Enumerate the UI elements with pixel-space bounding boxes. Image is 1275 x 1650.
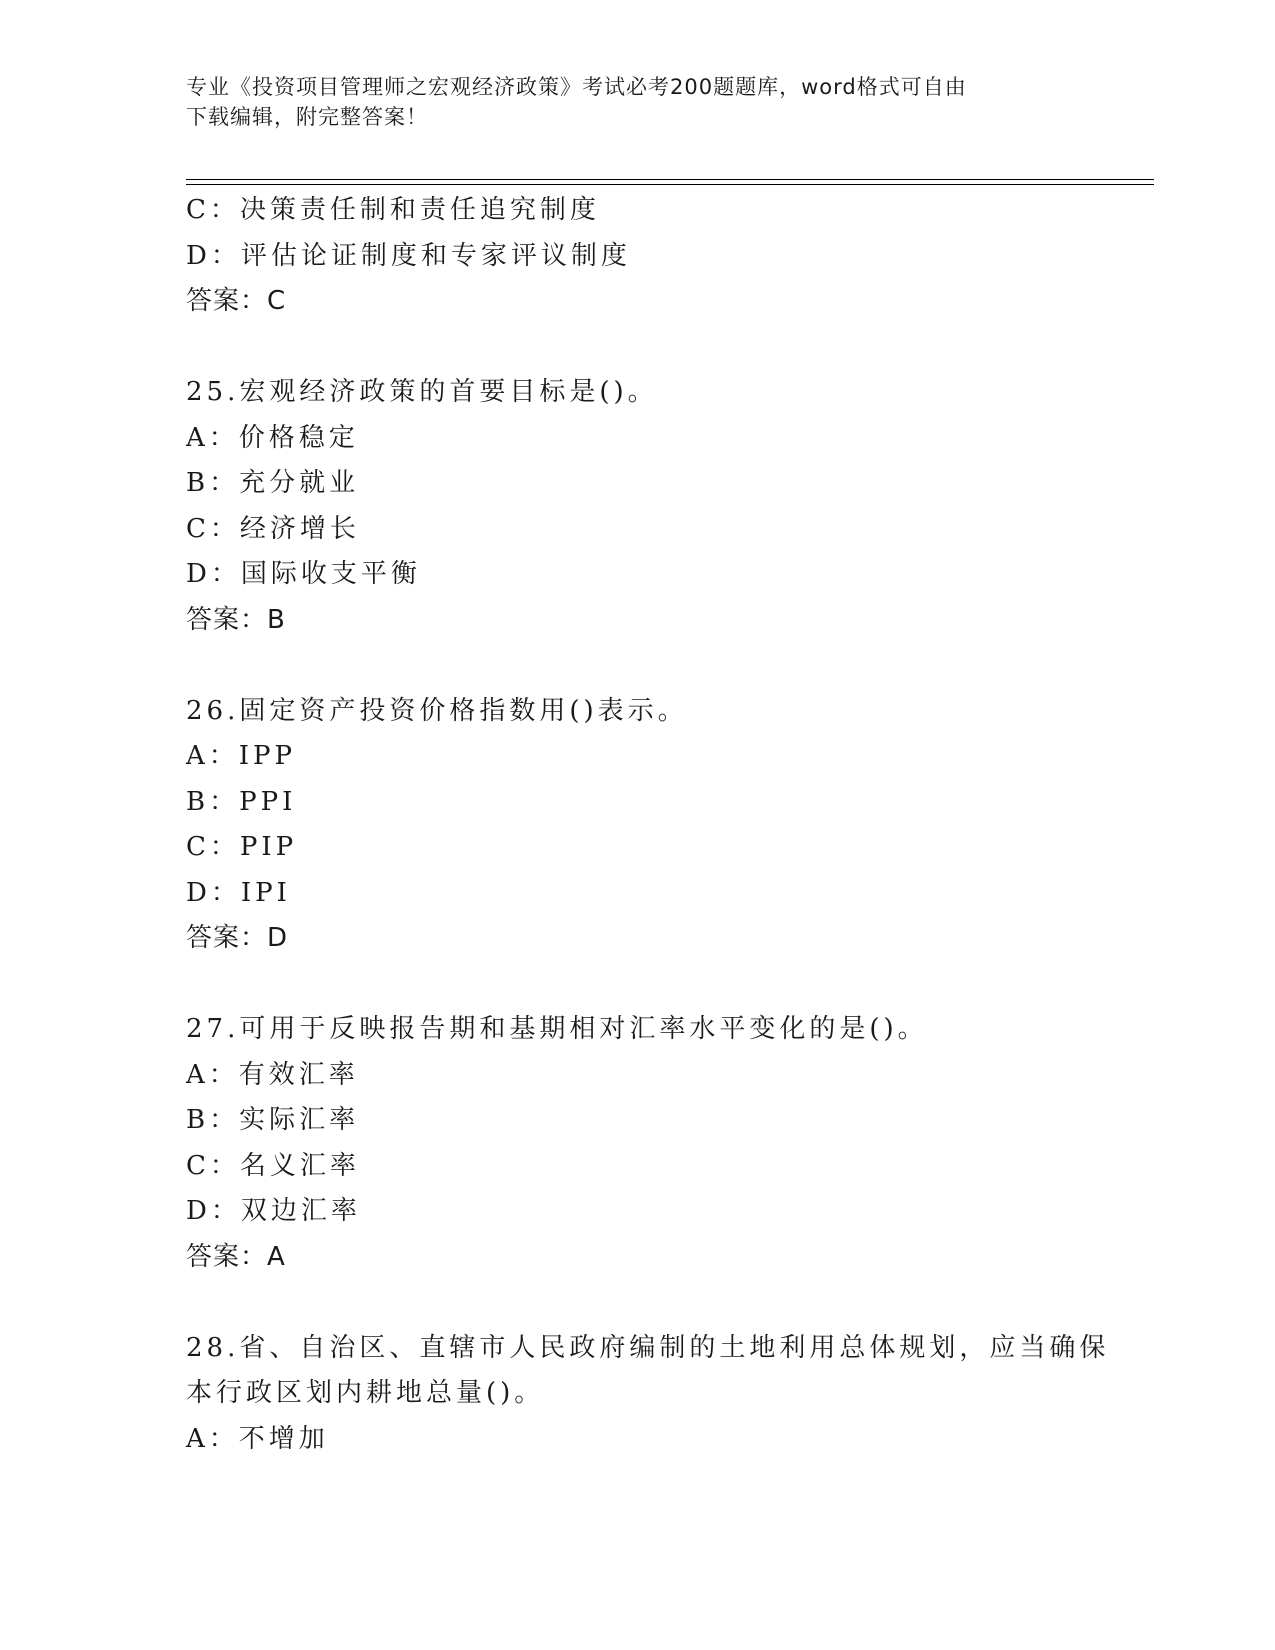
question-25 [186, 370, 1146, 643]
header-line-2: 下载编辑，附完整答案！ [186, 105, 428, 129]
spacer [186, 962, 1146, 1008]
header-rule-top [186, 179, 1154, 180]
question-27 [186, 1007, 1146, 1280]
question-stem: 28.省、自治区、直辖市人民政府编制的土地利用总体规划，应当确保 [186, 1332, 1110, 1363]
document-header [186, 72, 1086, 132]
option-a: A：不增加 [186, 1423, 329, 1454]
question-list [186, 188, 1146, 1462]
answer-line: 答案：A [186, 1241, 286, 1272]
header-line-1: 专业《投资项目管理师之宏观经济政策》考试必考200题题库，word格式可自由 [186, 75, 967, 99]
option-b: B：充分就业 [186, 468, 360, 498]
question-stem-continued: 本行政区划内耕地总量()。 [186, 1378, 545, 1408]
option-d: D：国际收支平衡 [186, 559, 421, 589]
answer-line: 答案：B [186, 604, 286, 635]
option-a: A：价格稳定 [186, 422, 359, 453]
header-rule-bottom [186, 184, 1154, 185]
option-b: B：PPI [186, 786, 297, 817]
question-stem: 26.固定资产投资价格指数用()表示。 [186, 695, 688, 726]
spacer [186, 325, 1146, 371]
option-b: B：实际汇率 [186, 1105, 360, 1135]
spacer [186, 1280, 1146, 1326]
option-c: C：名义汇率 [186, 1150, 360, 1181]
option-d: D：评估论证制度和专家评议制度 [186, 240, 631, 271]
question-stem: 27.可用于反映报告期和基期相对汇率水平变化的是()。 [186, 1014, 928, 1044]
previous-question-tail [186, 188, 1146, 325]
option-d: D：双边汇率 [186, 1196, 361, 1226]
answer-line: 答案：D [186, 923, 289, 953]
option-c: C：决策责任制和责任追究制度 [186, 195, 600, 225]
option-c: C：PIP [186, 832, 298, 862]
question-26 [186, 689, 1146, 962]
option-a: A：有效汇率 [186, 1059, 359, 1090]
answer-line: 答案：C [186, 286, 287, 316]
spacer [186, 643, 1146, 689]
option-c: C：经济增长 [186, 513, 360, 544]
option-a: A：IPP [186, 741, 297, 771]
question-28 [186, 1326, 1146, 1463]
option-d: D：IPI [186, 877, 291, 908]
question-stem: 25.宏观经济政策的首要目标是()。 [186, 377, 658, 407]
